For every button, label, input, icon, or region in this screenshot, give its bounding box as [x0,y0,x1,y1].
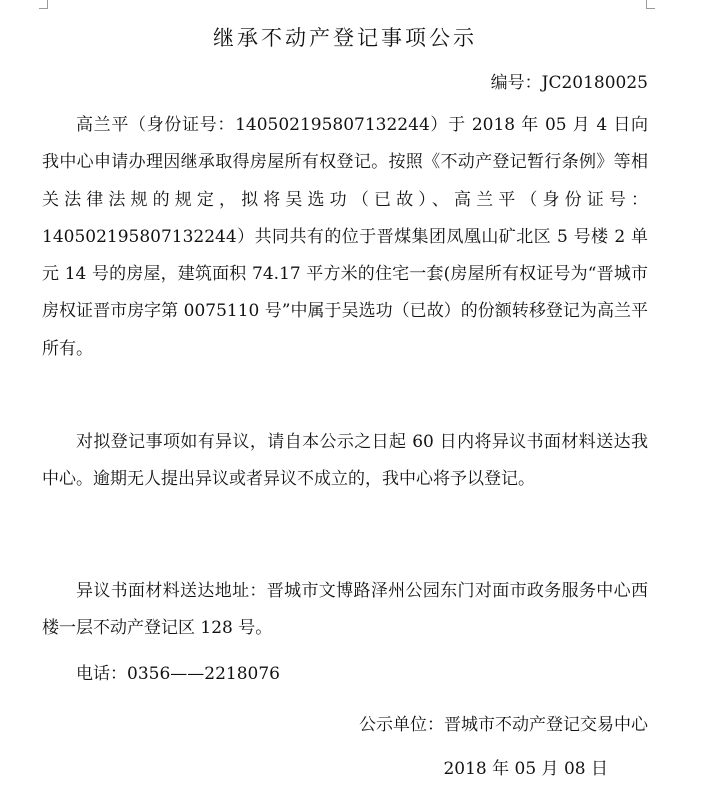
document-title: 继承不动产登记事项公示 [213,26,477,50]
crop-mark-right [646,0,655,9]
paragraph-objection-notice: 对拟登记事项如有异议，请自本公示之日起 60 日内将异议书面材料送达我中心。逾期无人提出异议或者异议不成立的，我中心将予以登记。 [42,432,648,490]
serial-number: 编号：JC20180025 [490,73,648,93]
paragraph-objection-address: 异议书面材料送达地址：晋城市文博路泽州公园东门对面市政务服务中心西楼一层不动产登记区 128 号。 [42,581,648,639]
paragraph-registration-details: 高兰平（身份证号：140502195807132244）于 2018 年 05 月 4 日向我中心申请办理因继承取得房屋所有权登记。按照《不动产登记暂行条例》等相关法律法规的规定，拟将吴选功（已故）、高兰平（身份证号：140502195807132244）共同共有的位于晋煤集团凤凰山矿北区 5 号楼 2 单元 14 号的房屋，建筑面积 74.17 平方米的住宅一套(房屋所有权证号为“晋城市房权证晋市房字第 0075110 号”中属于吴选功（已故）的份额转移登记为高兰平所有。 [42,115,648,359]
paragraph-phone: 电话：0356——2218076 [76,664,280,684]
issuing-unit: 公示单位：晋城市不动产登记交易中心 [359,715,648,735]
crop-mark-left [39,0,48,9]
issue-date: 2018 年 05 月 08 日 [443,759,608,779]
